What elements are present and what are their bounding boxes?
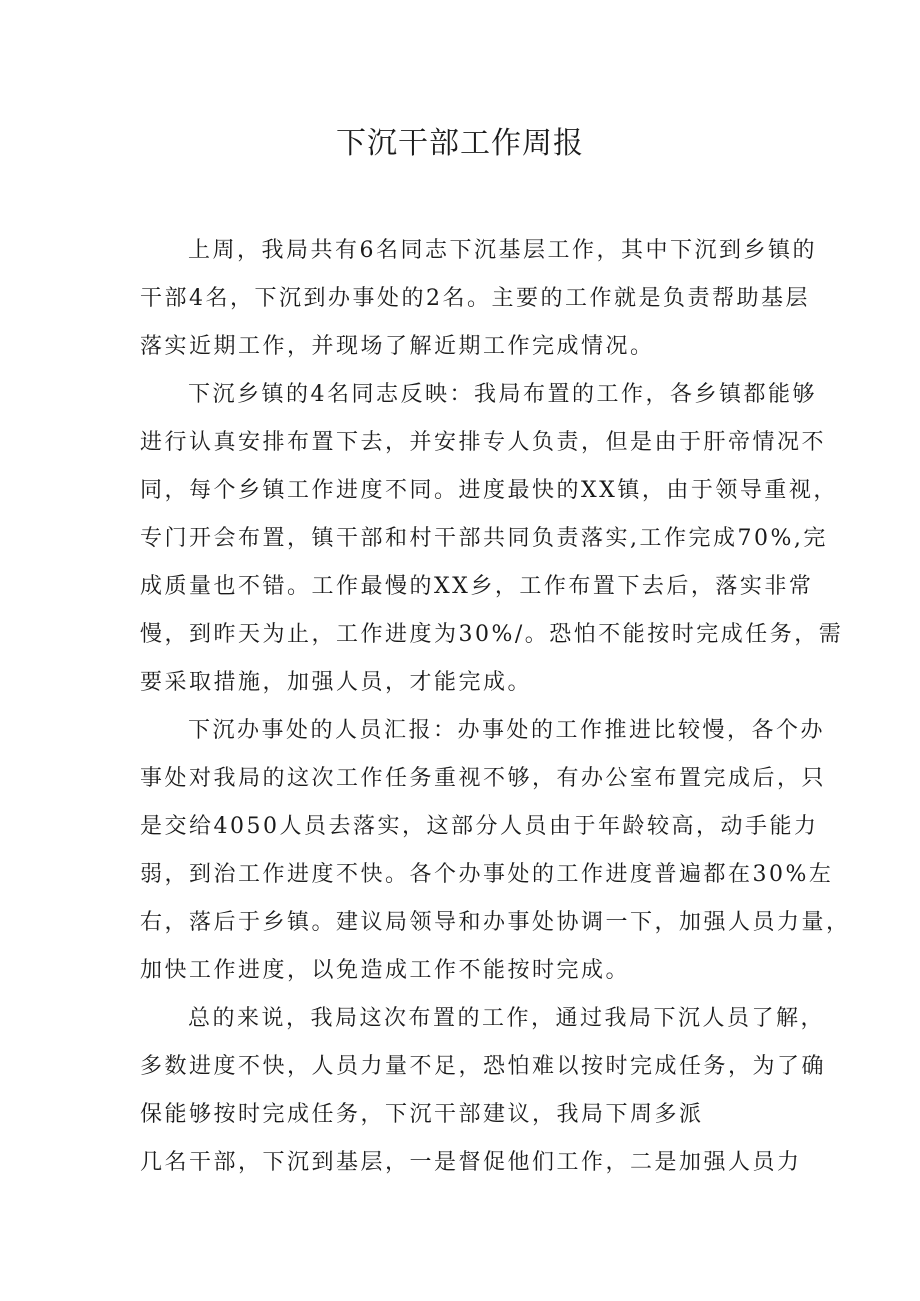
- text-line: 成质量也不错。工作最慢的XX乡，工作布置下去后，落实非常: [140, 574, 814, 599]
- text-line: 是交给4050人员去落实，这部分人员由于年龄较高，动手能力: [140, 814, 819, 839]
- text-line: 总的来说，我局这次布置的工作，通过我局下沉人员了解，: [188, 1006, 826, 1031]
- text-line: 干部4名，下沉到办事处的2名。主要的工作就是负责帮助基层: [140, 286, 810, 311]
- text-line: 几名干部，下沉到基层，一是督促他们工作，二是加强人员力: [140, 1150, 802, 1175]
- text-line: 慢，到昨天为止，工作进度为30%/。恐怕不能按时完成任务，需: [140, 622, 844, 647]
- text-line: 弱，到治工作进度不快。各个办事处的工作进度普遍都在30%左: [140, 862, 834, 887]
- text-line: 多数进度不快，人员力量不足，恐怕难以按时完成任务，为了确: [140, 1054, 827, 1079]
- text-line: 事处对我局的这次工作任务重视不够，有办公室布置完成后，只: [140, 766, 827, 791]
- text-line: 落实近期工作，并现场了解近期工作完成情况。: [140, 334, 655, 359]
- text-line: 加快工作进度，以免造成工作不能按时完成。: [140, 958, 631, 983]
- text-line: 保能够按时完成任务，下沉干部建议，我局下周多派: [140, 1102, 704, 1127]
- text-line: 进行认真安排布置下去，并安排专人负责，但是由于肝帝情况不: [140, 430, 827, 455]
- text-line: 同，每个乡镇工作进度不同。进度最快的XX镇，由于领导重视，: [140, 478, 838, 503]
- text-line: 要采取措施，加强人员，才能完成。: [140, 670, 533, 695]
- text-line: 上周，我局共有6名同志下沉基层工作，其中下沉到乡镇的: [188, 238, 817, 263]
- text-line: 下沉乡镇的4名同志反映：我局布置的工作，各乡镇都能够: [188, 382, 817, 407]
- text-line: 右，落后于乡镇。建议局领导和办事处协调一下，加强人员力量，: [140, 910, 851, 935]
- document-title: 下沉干部工作周报: [336, 126, 584, 161]
- text-line: 专门开会布置，镇干部和村干部共同负责落实,工作完成70%,完: [140, 526, 828, 551]
- text-line: 下沉办事处的人员汇报：办事处的工作推进比较慢，各个办: [188, 718, 826, 743]
